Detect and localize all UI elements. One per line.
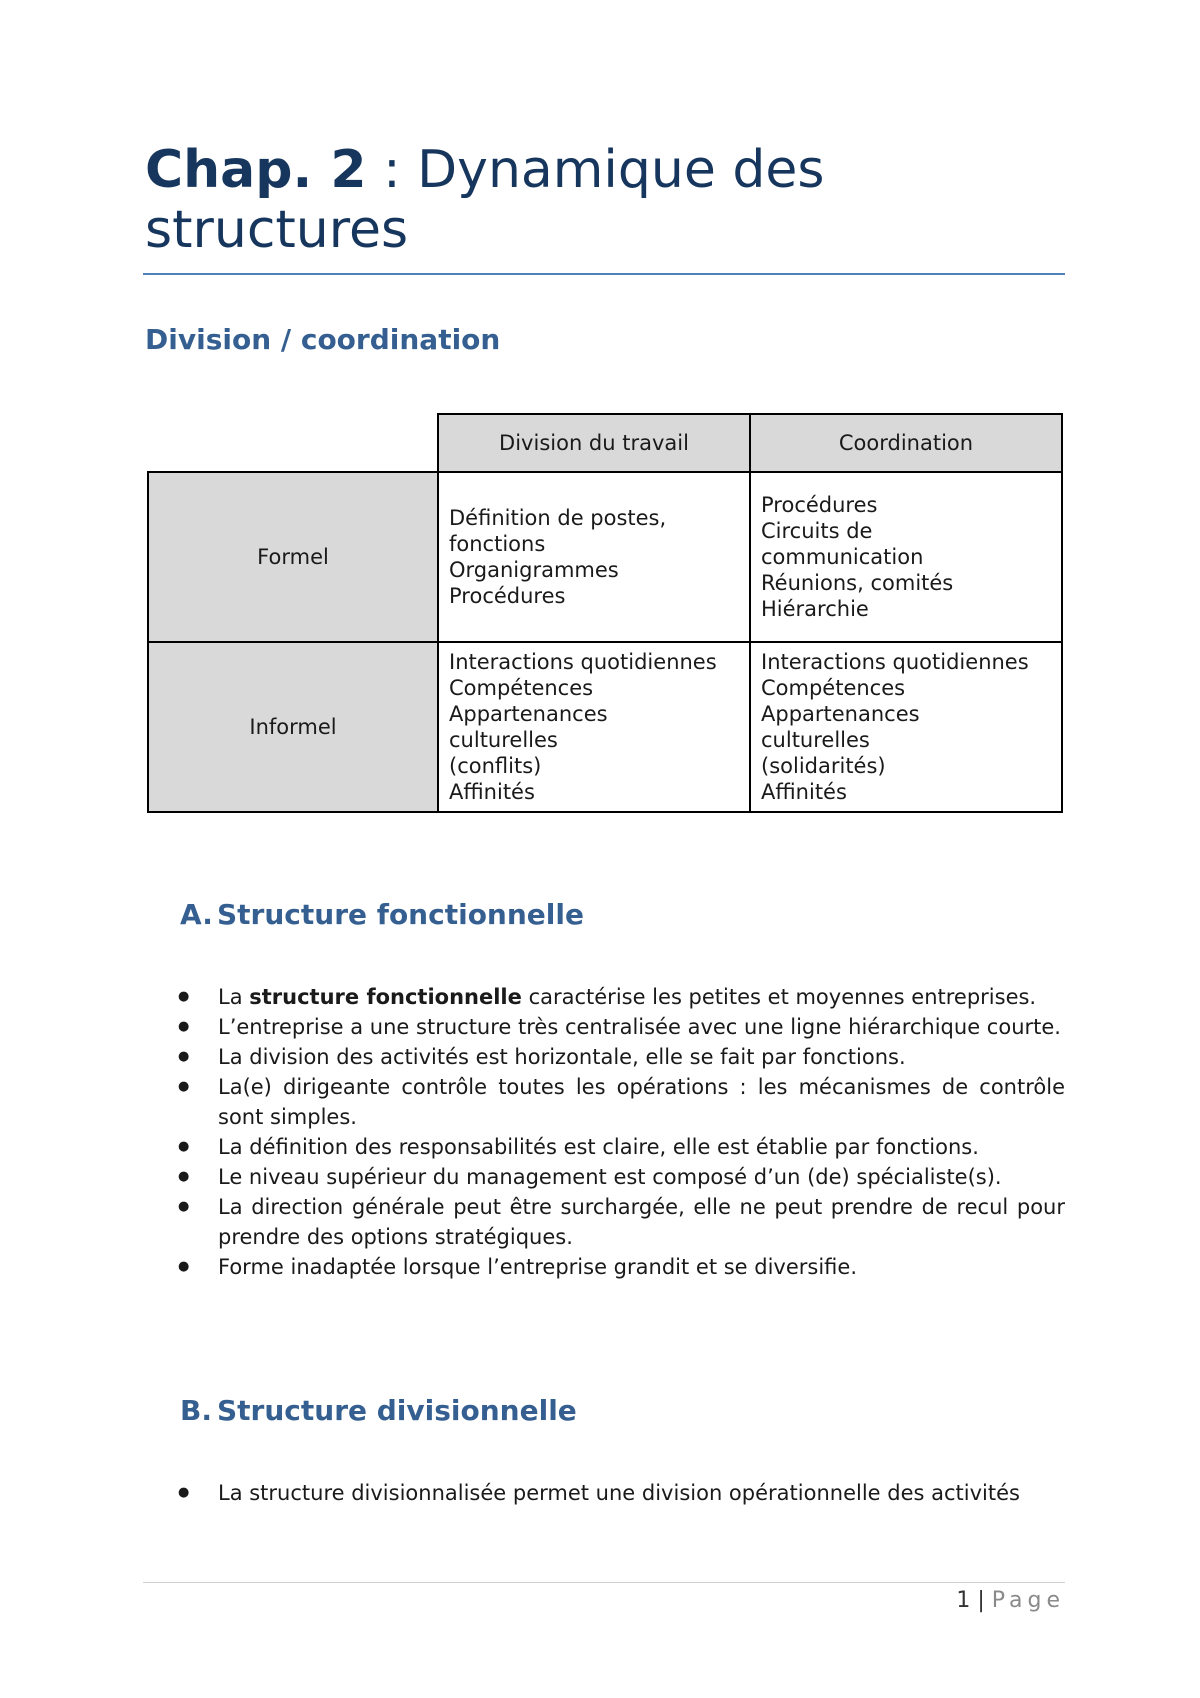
page-word: Page [991, 1588, 1065, 1613]
column-header: Division du travail [438, 414, 750, 472]
list-item: ● Le niveau supérieur du management est composé d’un (de) spécialiste(s). [178, 1162, 1065, 1192]
footer-separator: | [970, 1588, 992, 1613]
bullet-bold-text: structure fonctionnelle [249, 985, 522, 1009]
heading-structure-divisionnelle [180, 1394, 577, 1427]
cell-line: Interactions quotidiennes [449, 650, 717, 674]
page-title [145, 140, 1065, 260]
bullet-list-fonctionnelle [178, 982, 1065, 1282]
table-header-row [148, 414, 1062, 472]
cell-line: Hiérarchie [761, 597, 869, 621]
table-corner [148, 414, 438, 472]
cell-line: communication [761, 545, 924, 569]
table-cell [750, 472, 1062, 642]
cell-line: Affinités [449, 780, 535, 804]
list-item: ● La structure divisionnalisée permet une division opérationnelle des activités [178, 1478, 1065, 1508]
heading-structure-fonctionnelle [180, 898, 584, 931]
title-chapter: Chap. 2 [145, 140, 367, 200]
table-cell [438, 642, 750, 812]
cell-line: (solidarités) [761, 754, 886, 778]
cell-line: Affinités [761, 780, 847, 804]
bullet-text: La [218, 985, 243, 1009]
list-item [178, 982, 1065, 1012]
table-row [148, 472, 1062, 642]
cell-line: fonctions [449, 532, 546, 556]
cell-line: Appartenances [761, 702, 920, 726]
list-item: ● L’entreprise a une structure très centralisée avec une ligne hiérarchique courte. [178, 1012, 1065, 1042]
cell-line: Appartenances [449, 702, 608, 726]
section-heading: Division / coordination [145, 323, 501, 356]
row-header: Formel [148, 472, 438, 642]
page-footer [956, 1588, 1065, 1613]
cell-line: Circuits de [761, 519, 873, 543]
cell-line: culturelles [761, 728, 870, 752]
title-underline [143, 273, 1065, 275]
cell-line: (conflits) [449, 754, 542, 778]
list-item: ● La(e) dirigeante contrôle toutes les opérations : les mécanismes de contrôle sont simples. [178, 1072, 1065, 1132]
heading-text: Structure divisionnelle [217, 1394, 577, 1427]
cell-line: Procédures [449, 584, 566, 608]
row-header: Informel [148, 642, 438, 812]
footer-divider [143, 1582, 1065, 1583]
table-cell [750, 642, 1062, 812]
cell-line: Organigrammes [449, 558, 619, 582]
cell-line: Réunions, comités [761, 571, 954, 595]
bullet-text: caractérise les petites et moyennes entreprises. [528, 985, 1037, 1009]
heading-letter: B. [180, 1394, 212, 1427]
list-item: ● La division des activités est horizontale, elle se fait par fonctions. [178, 1042, 1065, 1072]
list-item: ● Forme inadaptée lorsque l’entreprise grandit et se diversifie. [178, 1252, 1065, 1282]
heading-letter: A. [180, 898, 213, 931]
list-item: ● La direction générale peut être surchargée, elle ne peut prendre de recul pour prendre des options stratégiques. [178, 1192, 1065, 1252]
column-header: Coordination [750, 414, 1062, 472]
cell-line: Définition de postes, [449, 506, 667, 530]
page-number: 1 [956, 1588, 971, 1613]
table-cell [438, 472, 750, 642]
cell-line: Compétences [449, 676, 594, 700]
bullet-list-divisionnelle [178, 1478, 1065, 1508]
division-coordination-table [147, 413, 1063, 813]
heading-text: Structure fonctionnelle [217, 898, 584, 931]
cell-line: Procédures [761, 493, 878, 517]
cell-line: Interactions quotidiennes [761, 650, 1029, 674]
cell-line: Compétences [761, 676, 906, 700]
list-item: ● La définition des responsabilités est claire, elle est établie par fonctions. [178, 1132, 1065, 1162]
cell-line: culturelles [449, 728, 558, 752]
title-text: : Dynamique des structures [145, 140, 825, 260]
table-row [148, 642, 1062, 812]
